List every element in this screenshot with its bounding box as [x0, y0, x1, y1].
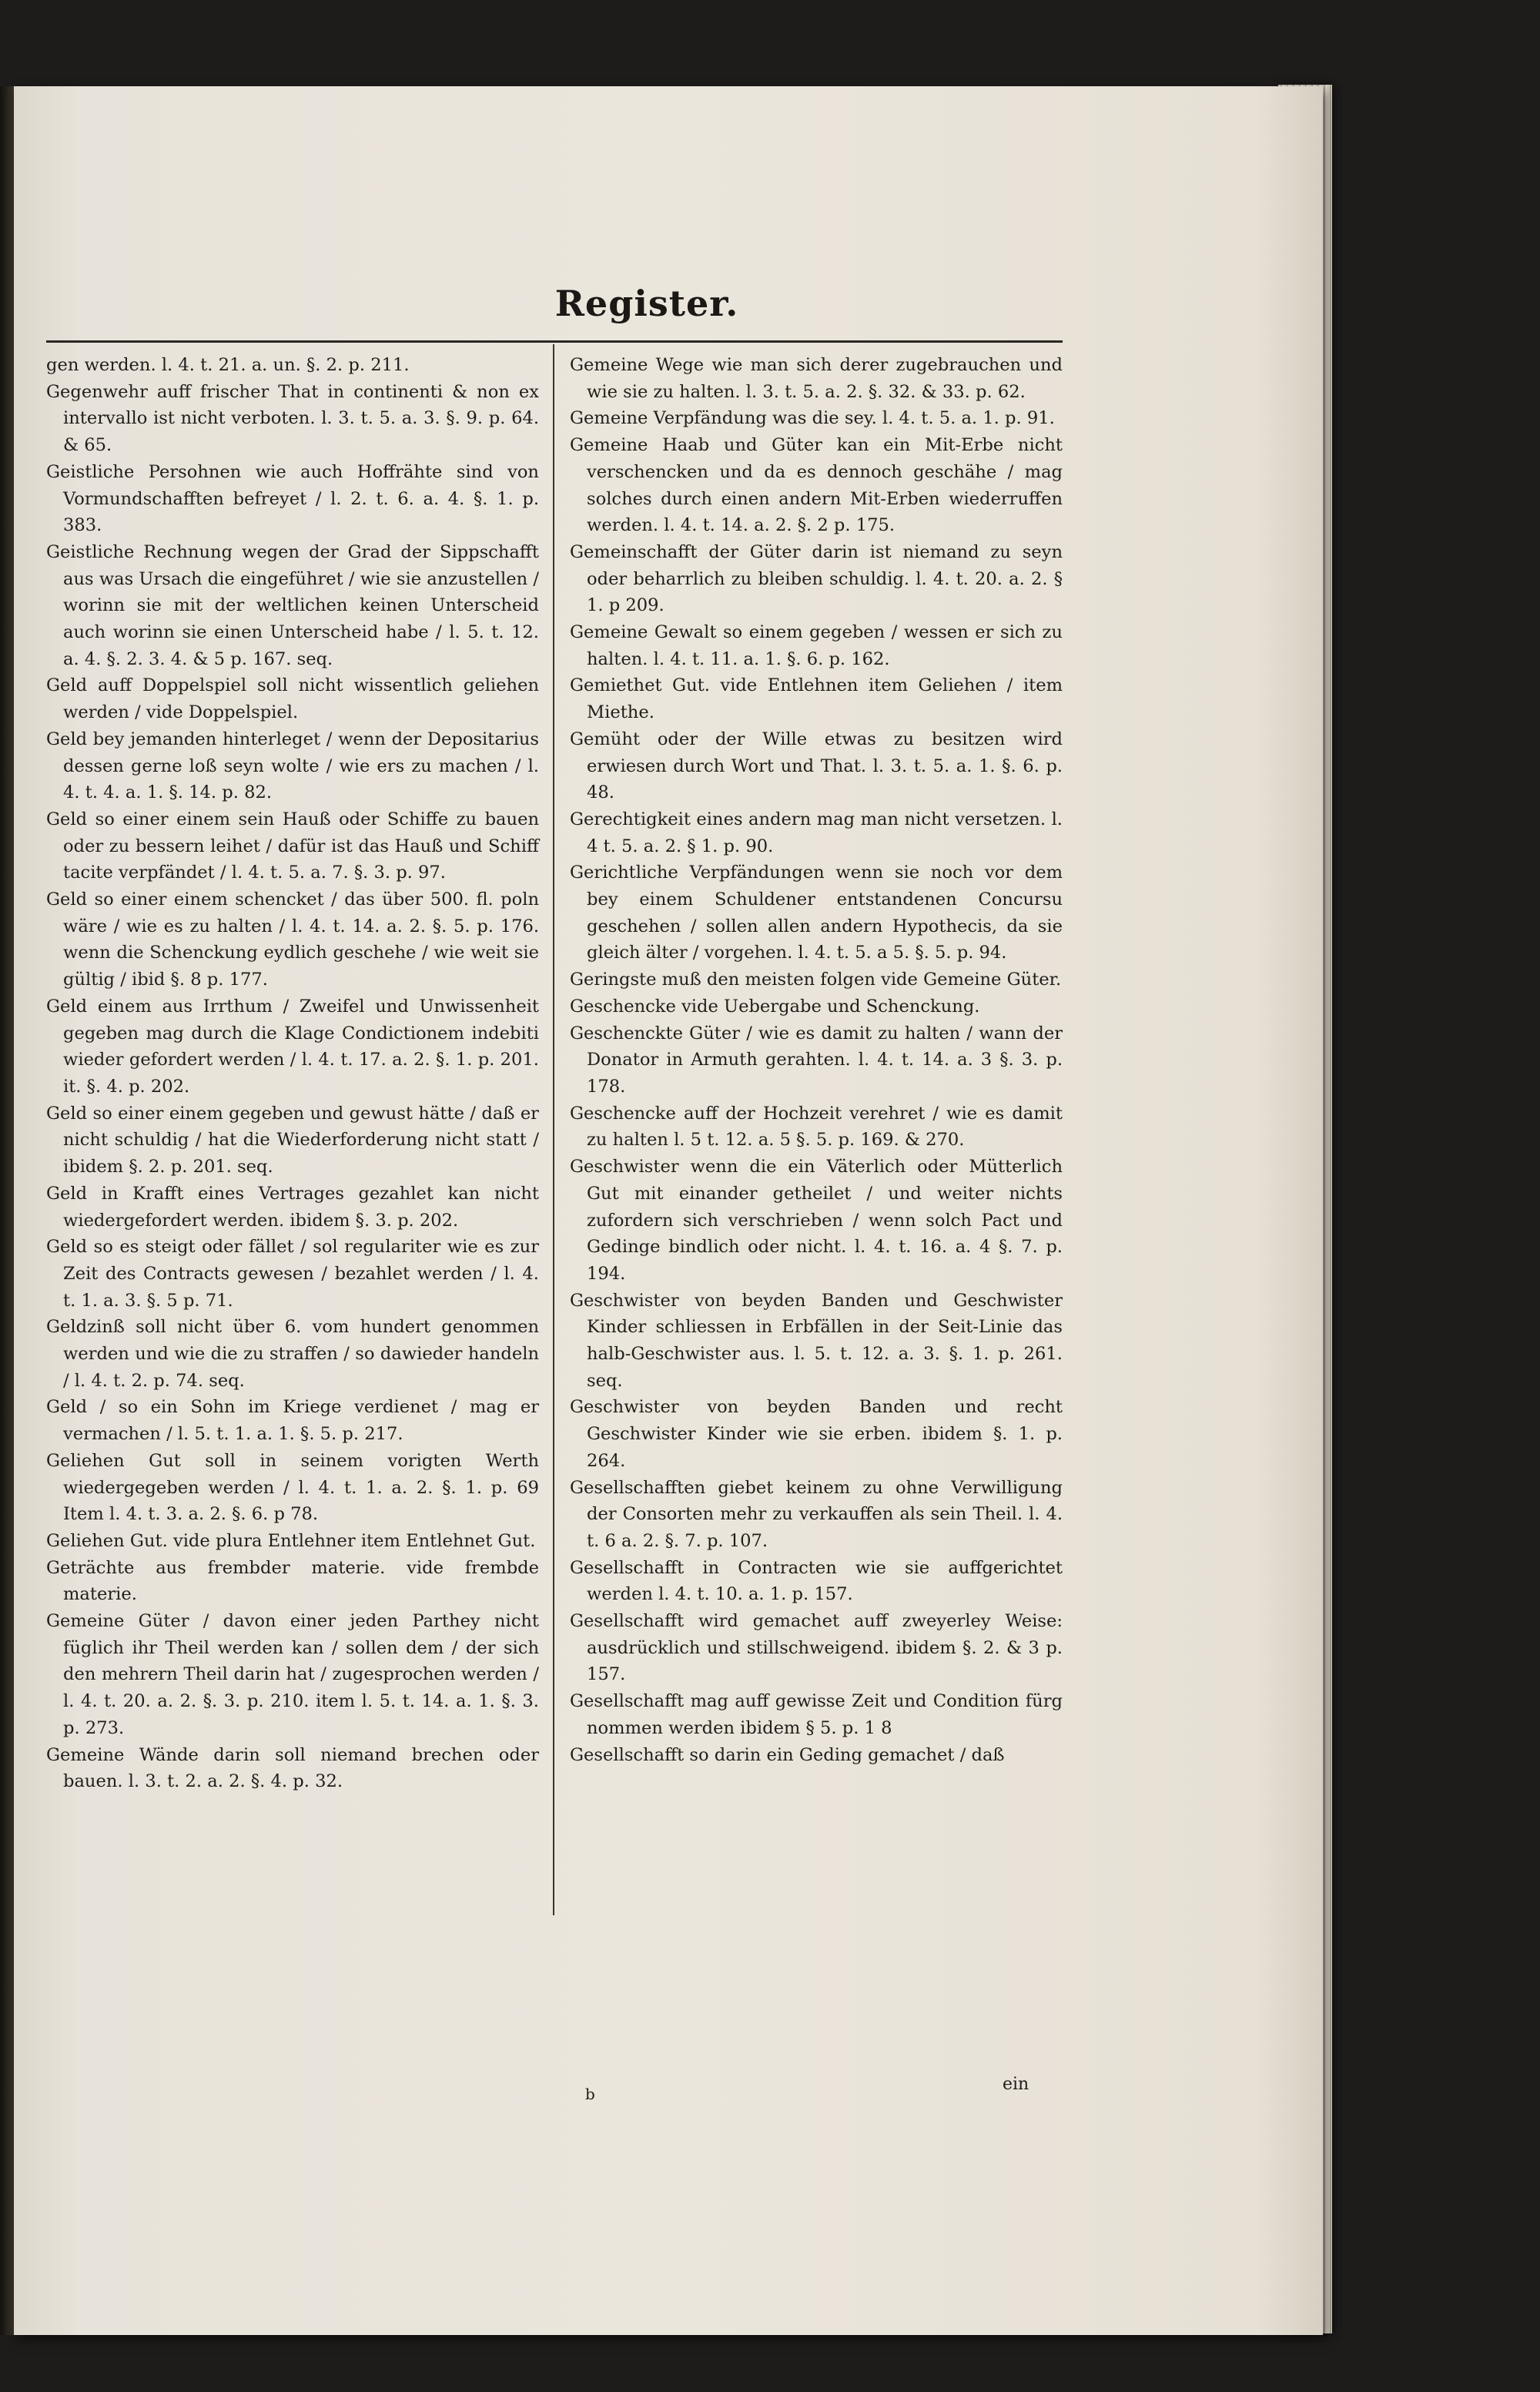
binding-gutter: [0, 86, 14, 2335]
index-entry: Geld so einer einem sein Hauß oder Schiffe zu bauen oder zu bessern leihet / dafür ist das Hauß und Schiff tacite verpfändet / l. 4. t. 5. a. 7. §. 3. p. 97.: [46, 809, 539, 883]
index-entry: Geliehen Gut. vide plura Entlehner item Entlehnet Gut.: [46, 1530, 536, 1551]
index-entry: Geschencke vide Uebergabe und Schenckung.: [570, 996, 980, 1017]
index-entry: Gesellschafft in Contracten wie sie auffgerichtet werden l. 4. t. 10. a. 1. p. 157.: [570, 1557, 1063, 1605]
index-entry: gen werden. l. 4. t. 21. a. un. §. 2. p. 211.: [46, 355, 410, 375]
index-entry: Gesellschafften giebet keinem zu ohne Verwilligung der Consorten mehr zu verkauffen als sein Theil. l. 4. t. 6 a. 2. §. 7. p. 107.: [570, 1477, 1063, 1551]
index-entry: Geschwister von beyden Banden und Geschwister Kinder schliessen in Erbfällen in der Seit-Linie das halb-Geschwister aus. l. 5. t. 12. a. 3. §. 1. p. 261. seq.: [570, 1290, 1063, 1391]
signature-mark: b: [585, 2085, 595, 2103]
index-entry: Gesellschafft wird gemachet auff zweyerley Weise: ausdrücklich und stillschweigend. ibidem §. 2. & 3 p. 157.: [570, 1611, 1063, 1685]
index-entry: Geschwister von beyden Banden und recht Geschwister Kinder wie sie erben. ibidem §. 1. p. 264.: [570, 1397, 1063, 1471]
page-content: [31, 86, 1263, 2335]
index-entry: Gerichtliche Verpfändungen wenn sie noch vor dem bey einem Schuldener entstandenen Concursu geschehen / sollen allen andern Hypothecis, da sie gleich älter / vorgehen. l. 4. t. 5. a 5. §. 5. p. 94.: [570, 863, 1063, 963]
column-divider: [553, 344, 554, 1915]
index-entry: Geschwister wenn die ein Väterlich oder Mütterlich Gut mit einander getheilet / und weiter nichts zufordern sich verschrieben / wenn solch Pact und Gedinge bindlich oder nicht. l. 4. t. 16. a. 4 §. 7. p. 194.: [570, 1157, 1063, 1284]
index-entry: Geistliche Rechnung wegen der Grad der Sippschafft aus was Ursach die eingeführet / wie sie anzustellen / worinn sie mit der weltlichen keinen Unterscheid auch worinn sie einen Unterscheid habe / l. 5. t. 12. a. 4. §. 2. 3. 4. & 5 p. 167. seq.: [46, 541, 539, 669]
index-entry: Geliehen Gut soll in seinem vorigten Werth wiedergegeben werden / l. 4. t. 1. a. 2. §. 1. p. 69 Item l. 4. t. 3. a. 2. §. 6. p 78.: [46, 1450, 539, 1525]
index-entry: Geld / so ein Sohn im Kriege verdienet / mag er vermachen / l. 5. t. 1. a. 1. §. 5. p. 217.: [46, 1397, 539, 1445]
header-rule: [46, 340, 1063, 343]
book-page: [14, 86, 1323, 2335]
index-entry: Geld so einer einem schencket / das über 500. fl. poln wäre / wie es zu halten / l. 4. t. 14. a. 2. §. 5. p. 176. wenn die Schenckung eydlich geschehe / wie weit sie gültig / ibid §. 8 p. 177.: [46, 889, 539, 990]
index-entry: Gemeine Wände darin soll niemand brechen oder bauen. l. 3. t. 2. a. 2. §. 4. p. 32.: [46, 1744, 539, 1792]
index-entry: Geld so es steigt oder fället / sol regulariter wie es zur Zeit des Contracts gewesen / bezahlet werden / l. 4. t. 1. a. 3. §. 5 p. 71.: [46, 1237, 539, 1311]
index-entry: Gemüht oder der Wille etwas zu besitzen wird erwiesen durch Wort und That. l. 3. t. 5. a. 1. §. 6. p. 48.: [570, 729, 1063, 803]
index-entry: Gesellschafft so darin ein Geding gemachet / daß: [570, 1744, 1005, 1765]
index-entry: Geträchte aus frembder materie. vide frembde materie.: [46, 1557, 539, 1605]
index-entry: Geld auff Doppelspiel soll nicht wissentlich geliehen werden / vide Doppelspiel.: [46, 675, 539, 723]
index-entry: Gemeine Gewalt so einem gegeben / wessen er sich zu halten. l. 4. t. 11. a. 1. §. 6. p. 162.: [570, 622, 1063, 669]
index-entry: Gemeine Güter / davon einer jeden Parthey nicht füglich ihr Theil werden kan / sollen dem / der sich den mehrern Theil darin hat / zugesprochen werden / l. 4. t. 20. a. 2. §. 3. p. 210. item l. 5. t. 14. a. 1. §. 3. p. 273.: [46, 1611, 539, 1738]
index-entry: Gemeine Verpfändung was die sey. l. 4. t. 5. a. 1. p. 91.: [570, 408, 1055, 429]
index-entry: Geld in Krafft eines Vertrages gezahlet kan nicht wiedergefordert werden. ibidem §. 3. p. 202.: [46, 1183, 539, 1231]
left-column: [46, 352, 539, 1795]
index-entry: Geld bey jemanden hinterleget / wenn der Depositarius dessen gerne loß seyn wolte / wie ers zu machen / l. 4. t. 4. a. 1. §. 14. p. 82.: [46, 729, 539, 803]
index-entry: Geringste muß den meisten folgen vide Gemeine Güter.: [570, 970, 1062, 990]
right-column: [570, 352, 1063, 1768]
index-entry: Geschenckte Güter / wie es damit zu halten / wann der Donator in Armuth gerahten. l. 4. t. 14. a. 3 §. 3. p. 178.: [570, 1023, 1063, 1097]
catchword: ein: [1003, 2075, 1029, 2094]
index-entry: Gesellschafft mag auff gewisse Zeit und Condition fürg nommen werden ibidem § 5. p. 1 8: [570, 1691, 1063, 1738]
index-entry: Geld einem aus Irrthum / Zweifel und Unwissenheit gegeben mag durch die Klage Condictionem indebiti wieder gefordert werden / l. 4. t. 17. a. 2. §. 1. p. 201. it. §. 4. p. 202.: [46, 996, 539, 1097]
index-entry: Geldzinß soll nicht über 6. vom hundert genommen werden und wie die zu straffen / so dawieder handeln / l. 4. t. 2. p. 74. seq.: [46, 1317, 539, 1391]
index-entry: Gerechtigkeit eines andern mag man nicht versetzen. l. 4 t. 5. a. 2. § 1. p. 90.: [570, 809, 1063, 856]
index-entry: Gemiethet Gut. vide Entlehnen item Geliehen / item Miethe.: [570, 675, 1063, 723]
index-entry: Gemeine Wege wie man sich derer zugebrauchen und wie sie zu halten. l. 3. t. 5. a. 2. §. 32. & 33. p. 62.: [570, 355, 1063, 402]
index-entry: Geistliche Persohnen wie auch Hoffrähte sind von Vormundschafften befreyet / l. 2. t. 6. a. 4. §. 1. p. 383.: [46, 461, 539, 536]
index-entry: Geschencke auff der Hochzeit verehret / wie es damit zu halten l. 5 t. 12. a. 5 §. 5. p. 169. & 270.: [570, 1103, 1063, 1151]
index-entry: Gemeinschafft der Güter darin ist niemand zu seyn oder beharrlich zu bleiben schuldig. l. 4. t. 20. a. 2. § 1. p 209.: [570, 541, 1063, 616]
index-entry: Geld so einer einem gegeben und gewust hätte / daß er nicht schuldig / hat die Wiederforderung nicht statt / ibidem §. 2. p. 201. seq.: [46, 1103, 539, 1178]
page-title: Register.: [554, 283, 739, 324]
index-entry: Gemeine Haab und Güter kan ein Mit-Erbe nicht verschencken und da es dennoch geschähe / mag solches durch einen andern Mit-Erben wiederruffen werden. l. 4. t. 14. a. 2. §. 2 p. 175.: [570, 435, 1063, 536]
index-entry: Gegenwehr auff frischer That in continenti & non ex intervallo ist nicht verboten. l. 3. t. 5. a. 3. §. 9. p. 64. & 65.: [46, 381, 539, 456]
